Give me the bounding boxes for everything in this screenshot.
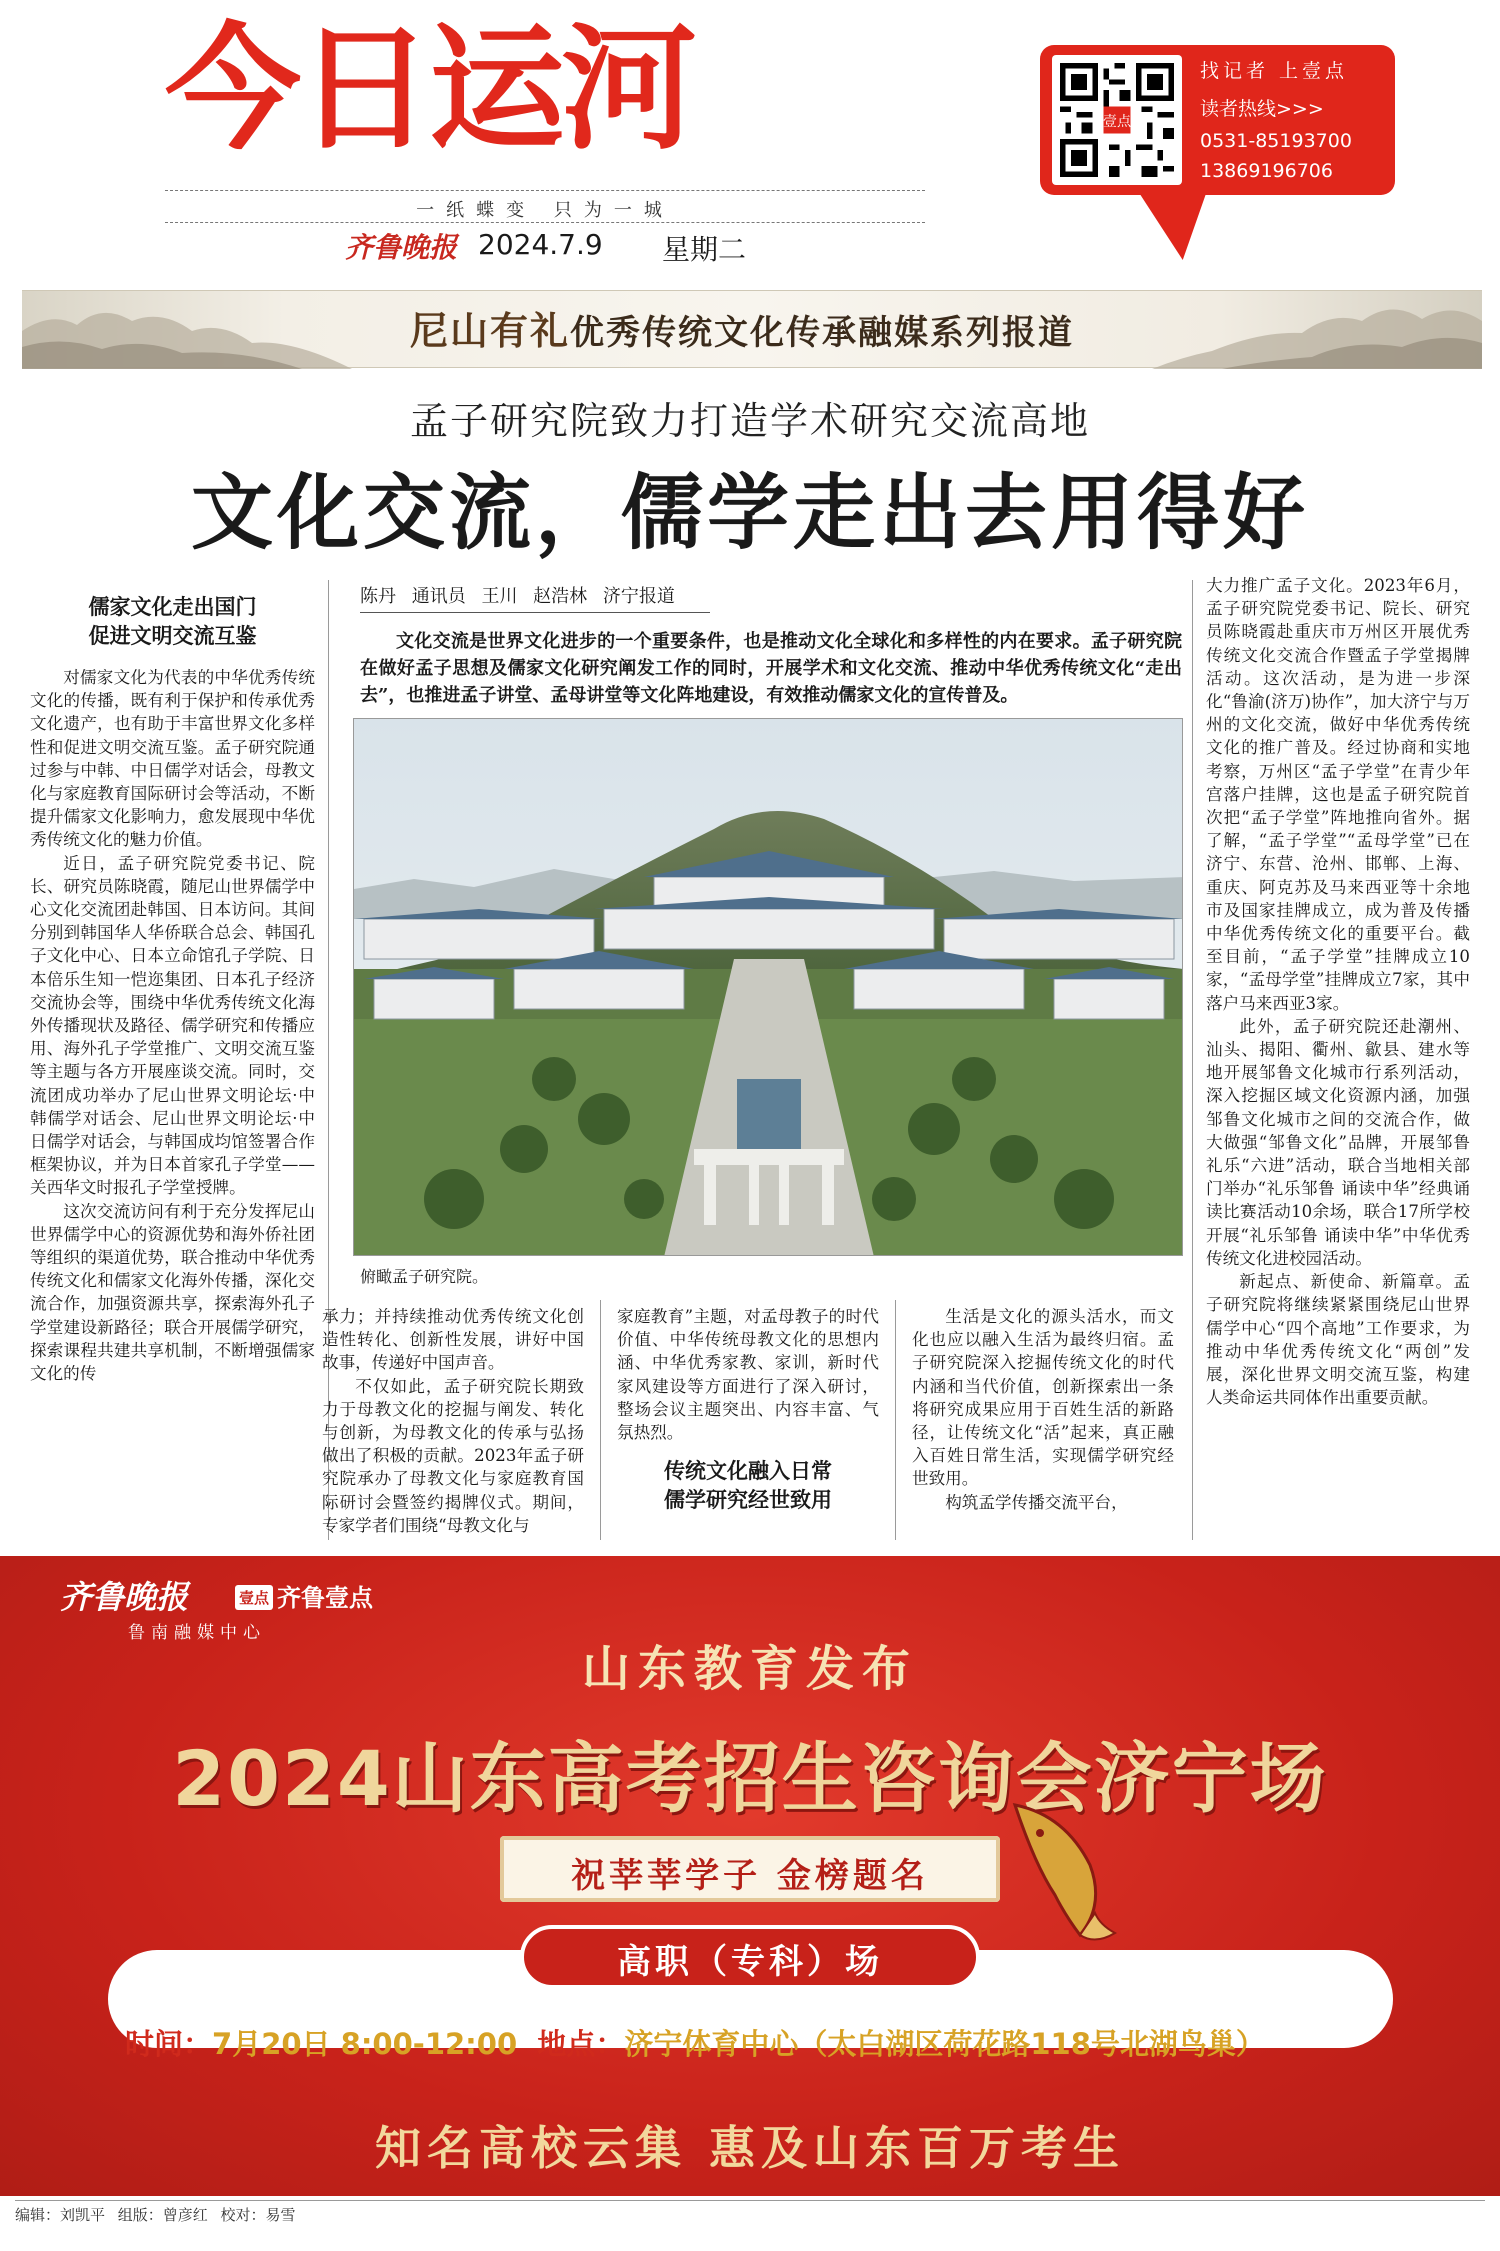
- mencius-institute-aerial-photo: [354, 719, 1183, 1256]
- column-divider: [600, 1300, 601, 1540]
- column-4-paragraph: 构筑孟学传播交流平台，: [945, 1492, 1128, 1512]
- article-byline: 陈丹 通讯员 王川 赵浩林 济宁报道: [360, 586, 675, 607]
- hotline-label: 读者热线>>>: [1200, 98, 1324, 120]
- hotline-phone-2: 13869196706: [1200, 160, 1333, 182]
- article-lead-paragraph: 文化交流是世界文化进步的一个重要条件，也是推动文化全球化和多样性的内在要求。孟子研究院在做好孟子思想及儒家文化研究阐发工作的同时，开展学术和文化交流、推动中华优秀传统文化“走出去”，也推进孟子讲堂、孟母讲堂等文化阵地建设，有效推动儒家文化的宣传普及。: [360, 631, 1182, 706]
- article-column-3: [617, 1305, 879, 1444]
- column-5-paragraph: 此外，孟子研究院还赴潮州、汕头、揭阳、衢州、歙县、建水等地开展邹鲁文化城市行系列活动，深入挖掘区域文化资源内涵，加强邹鲁文化城市之间的交流合作，做大做强“邹鲁文化”品牌，开展邹鲁礼乐“六进”活动，联合当地相关部门举办“礼乐邹鲁 诵读中华”经典诵读比赛活动10余场，联合17所学校开展“礼乐邹鲁 诵读中华”中华优秀传统文化进校园活动。: [1206, 1016, 1470, 1268]
- ad-logo-qilu-yidian: [235, 1578, 373, 1613]
- section-1-heading-line-2: 促进文明交流互鉴: [88, 623, 257, 648]
- ad-media-center: 鲁南融媒中心: [128, 1623, 266, 1643]
- svg-text:壹点: 壹点: [1102, 113, 1132, 130]
- series-title: [410, 300, 1074, 355]
- ad-headline: 2024山东高考招生咨询会济宁场: [172, 1734, 1328, 1823]
- hotline-phone-1: 0531-85193700: [1200, 130, 1352, 152]
- article-headline: 文化交流，儒学走出去用得好: [190, 465, 1309, 561]
- section-1-heading-line-1: 儒家文化走出国门: [88, 594, 257, 619]
- hotline-speech-tail: [1137, 190, 1232, 260]
- ad-logo-qilu-evening-news: 齐鲁晚报: [60, 1578, 189, 1616]
- ad-time-place: [125, 2022, 1265, 2063]
- ad-logo2-text: 齐鲁壹点: [277, 1584, 374, 1612]
- article-column-1: [30, 666, 315, 1385]
- yidian-badge-icon: 壹点: [235, 1585, 273, 1610]
- section-2-heading-line-1: 传统文化融入日常: [664, 1458, 832, 1483]
- ad-kicker: 山东教育发布: [581, 1641, 918, 1697]
- paper-name: 齐鲁晚报: [345, 231, 458, 264]
- photo-caption: 俯瞰孟子研究院。: [360, 1267, 489, 1286]
- ad-place-label: 地点：: [537, 2027, 625, 2061]
- column-divider: [1192, 580, 1193, 1540]
- column-2-paragraph: 承力；并持续推动优秀传统文化创造性转化、创新性发展，讲好中国故事，传递好中国声音。: [322, 1307, 584, 1373]
- ad-time-label: 时间：: [125, 2027, 213, 2061]
- section-2-heading-line-2: 儒学研究经世致用: [664, 1487, 832, 1512]
- ink-mountain-left-decoration: [22, 291, 352, 369]
- masthead-motto: 一纸蝶变 只为一城: [416, 200, 674, 221]
- column-divider: [895, 1300, 896, 1540]
- koi-fish-icon: [995, 1795, 1125, 1945]
- ad-session-label: 高职（专科）场: [617, 1942, 883, 1982]
- ink-mountain-right-decoration: [1152, 291, 1482, 369]
- column-2-paragraph: 不仅如此，孟子研究院长期致力于母教文化的挖掘与阐发、转化与创新，为母教文化的传承与弘扬做出了积极的贡献。2023年孟子研究院承办了母教文化与家庭教育国际研讨会暨签约揭牌仪式。期间，专家学者们围绕“母教文化与: [322, 1376, 584, 1535]
- column-1-paragraph: 这次交流访问有利于充分发挥尼山世界儒学中心的资源优势和海外侨社团等组织的渠道优势，联合推动中华优秀传统文化和儒家文化海外传播，深化交流合作，加强资源共享，探索海外孔子学堂建设新路径；联合开展儒学研究，探索课程共建共享机制，不断增强儒家文化的传: [30, 1201, 315, 1384]
- masthead-rule-top: [165, 190, 925, 191]
- section-1-heading: [30, 592, 315, 650]
- ad-time-value: 7月20日 8:00-12:00: [212, 2027, 518, 2061]
- masthead-rule-bottom: [165, 222, 925, 223]
- publication-weekday: 星期二: [662, 233, 747, 266]
- masthead-title: 今日运河: [165, 11, 693, 169]
- series-title-lead: 尼山有礼: [410, 308, 571, 353]
- ad-place-value: 济宁体育中心（太白湖区荷花路118号北湖鸟巢）: [624, 2027, 1265, 2061]
- column-1-paragraph: 对儒家文化为代表的中华优秀传统文化的传播，既有利于保护和传承优秀文化遗产，也有助于丰富世界文化多样性和促进文明交流互鉴。孟子研究院通过参与中韩、中日儒学对话会，母教文化与家庭教育国际研讨会等活动，不断提升儒家文化影响力，愈发展现中华优秀传统文化的魅力价值。: [30, 668, 315, 850]
- column-3-paragraph: 家庭教育”主题，对孟母教子的时代价值、中华传统母教文化的思想内涵、中华优秀家教、家训，新时代家风建设等方面进行了深入研讨，整场会议主题突出、内容丰富、气氛热烈。: [617, 1307, 879, 1443]
- ad-scroll-text: 祝莘莘学子 金榜题名: [571, 1856, 929, 1896]
- article-subhead: 孟子研究院致力打造学术研究交流高地: [409, 399, 1090, 443]
- column-1-paragraph: 近日，孟子研究院党委书记、院长、研究员陈晓霞，随尼山世界儒学中心文化交流团赴韩国、日本访问。其间分别到韩国华人华侨联合总会、韩国孔子文化中心、日本立命馆孔子学院、日本倍乐生知一恺迩集团、日本孔子经济交流协会等，围绕中华优秀传统文化海外传播现状及路径、儒学研究和传播应用、海外孔子学堂推广、文明交流互鉴等主题与各方开展座谈交流。同时，交流团成功举办了尼山世界文明论坛·中韩儒学对话会、尼山世界文明论坛·中日儒学对话会，与韩国成均馆签署合作框架协议，并为日本首家孔子学堂——关西华文时报孔子学堂授牌。: [30, 853, 315, 1198]
- article-column-5: [1206, 574, 1470, 1409]
- article-column-4: [912, 1305, 1174, 1514]
- column-5-paragraph: 大力推广孟子文化。2023年6月，孟子研究院党委书记、院长、研究员陈晓霞赴重庆市万州区开展优秀传统文化交流合作暨孟子学堂揭牌活动。这次活动，是为进一步深化“鲁渝(济万)协作”，加大济宁与万州的文化交流，做好中华优秀传统文化的推广普及。经过协商和实地考察，万州区“孟子学堂”在青少年宫落户挂牌，这也是孟子研究院首次把“孟子学堂”阵地推向省外。据了解，“孟子学堂”“孟母学堂”已在济宁、东营、沧州、邯郸、上海、重庆、阿克苏及马来西亚等十余地市及国家挂牌成立，成为普及传播中华优秀传统文化的重要平台。截至目前，“孟子学堂”挂牌成立10家，“孟母学堂”挂牌成立7家，其中落户马来西亚3家。: [1206, 576, 1470, 1013]
- publication-date: 2024.7.9: [478, 228, 603, 261]
- page-credits: 编辑：刘凯平 组版：曾彦红 校对：易雪: [15, 2206, 296, 2224]
- byline-rule: [360, 612, 710, 613]
- qr-code[interactable]: [1052, 55, 1182, 185]
- section-2-heading: [617, 1456, 879, 1514]
- series-title-rest: 优秀传统文化传承融媒系列报道: [570, 313, 1075, 353]
- article-photo: [353, 718, 1183, 1256]
- article-column-2: [322, 1305, 584, 1537]
- column-5-paragraph: 新起点、新使命、新篇章。孟子研究院将继续紧紧围绕尼山世界儒学中心“四个高地”工作要求，为推动中华优秀传统文化“两创”发展，深化世界文明交流互鉴，构建人类命运共同体作出重要贡献。: [1206, 1272, 1470, 1408]
- qr-code-icon: [1060, 63, 1174, 177]
- hotline-slogan: 找记者 上壹点: [1200, 60, 1349, 82]
- ad-slogan: 知名高校云集 惠及山东百万考生: [374, 2121, 1125, 2175]
- footer-rule: [15, 2200, 1485, 2201]
- column-4-paragraph: 生活是文化的源头活水，而文化也应以融入生活为最终归宿。孟子研究院深入挖掘传统文化的时代内涵和当代价值，创新探索出一条将研究成果应用于百姓生活的新路径，让传统文化“活”起来，真正融入百姓日常生活，实现儒学研究经世致用。: [912, 1307, 1174, 1489]
